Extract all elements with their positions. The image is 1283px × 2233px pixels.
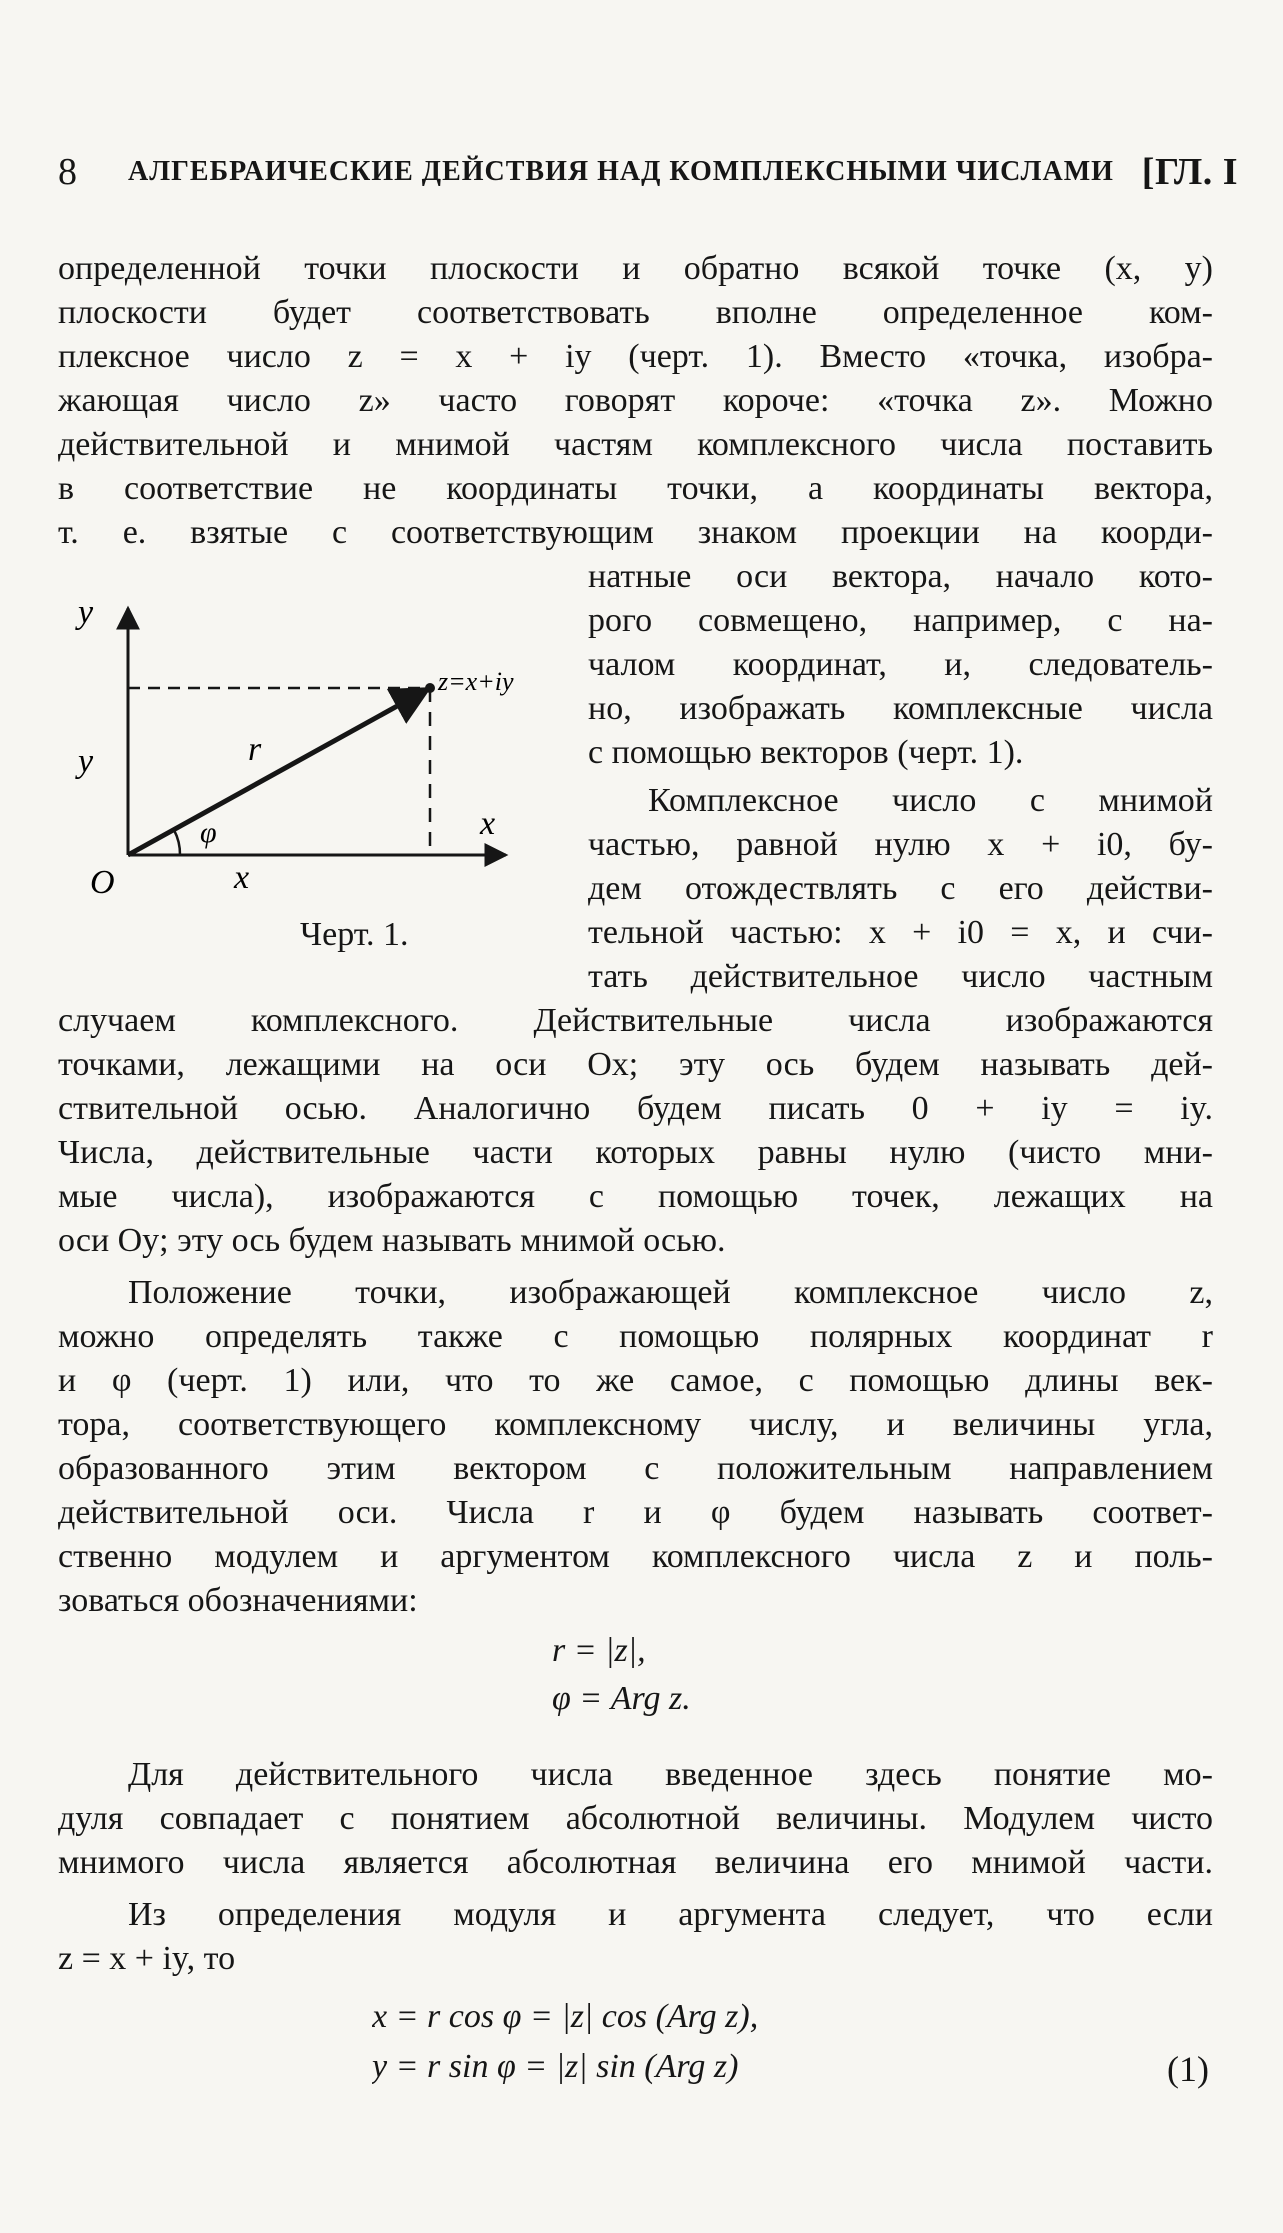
text-line: частью, равной нулю x + i0, бу- — [588, 826, 1213, 863]
text-line: т. е. взятые с соответствующим знаком проекции на коорди- — [58, 514, 1213, 551]
text-line: ствительной осью. Аналогично будем писать 0 + iy = iy. — [58, 1090, 1213, 1127]
text-line: чалом координат, и, следователь- — [588, 646, 1213, 683]
label-point: z=x+iy — [438, 667, 514, 696]
text-line: образованного этим вектором с положительным направлением — [58, 1450, 1213, 1487]
figure-caption: Черт. 1. — [300, 916, 409, 953]
figure-complex-plane — [58, 590, 578, 910]
text-line: Положение точки, изображающей комплексное число z, — [128, 1274, 1213, 1311]
text-line: Из определения модуля и аргумента следует, что если — [128, 1896, 1213, 1933]
text-line: Числа, действительные части которых равны нулю (чисто мни- — [58, 1134, 1213, 1171]
text-line: натные оси вектора, начало кото- — [588, 558, 1213, 595]
running-title: АЛГЕБРАИЧЕСКИЕ ДЕЙСТВИЯ НАД КОМПЛЕКСНЫМИ ЧИСЛАМИ — [128, 156, 1114, 187]
text-line: случаем комплексного. Действительные числа изображаются — [58, 1002, 1213, 1039]
text-line: но, изображать комплексные числа — [588, 690, 1213, 727]
text-line: дуля совпадает с понятием абсолютной величины. Модулем чисто — [58, 1800, 1213, 1837]
text-line: ственно модулем и аргументом комплексного числа z и поль- — [58, 1538, 1213, 1575]
chapter-marker: [ГЛ. I — [1141, 151, 1238, 193]
text-line: зоваться обозначениями: — [58, 1582, 418, 1619]
text-line: точками, лежащими на оси Ox; эту ось будем называть дей- — [58, 1046, 1213, 1083]
text-line: жающая число z» часто говорят короче: «точка z». Можно — [58, 382, 1213, 419]
label-r: r — [248, 731, 262, 768]
text-line: тельной частью: x + i0 = x, и счи- — [588, 914, 1213, 951]
page-number: 8 — [58, 151, 78, 193]
text-line: дем отождествлять с его действи- — [588, 870, 1213, 907]
formula-modulus: r = |z|, — [552, 1632, 646, 1669]
text-line: рого совмещено, например, с на- — [588, 602, 1213, 639]
text-line: плексное число z = x + iy (черт. 1). Вместо «точка, изобра- — [58, 338, 1213, 375]
equation-number: (1) — [1167, 2049, 1209, 2089]
text-line: с помощью векторов (черт. 1). — [588, 734, 1024, 771]
label-x-axis: x — [480, 805, 496, 842]
text-line: мнимого числа является абсолютная величина его мнимой части. — [58, 1844, 1213, 1881]
text-line: тора, соответствующего комплексному числу, и величины угла, — [58, 1406, 1213, 1443]
text-line: оси Oy; эту ось будем называть мнимой осью. — [58, 1222, 726, 1259]
text-line: тать действительное число частным — [588, 958, 1213, 995]
point-z — [425, 683, 435, 693]
text-line: мые числа), изображаются с помощью точек, лежащих на — [58, 1178, 1213, 1215]
text-line: определенной точки плоскости и обратно всякой точке (x, y) — [58, 250, 1213, 287]
formula-argument: φ = Arg z. — [552, 1680, 691, 1717]
label-y-value: y — [78, 743, 94, 780]
label-phi: φ — [200, 816, 217, 849]
angle-arc — [174, 830, 180, 855]
text-line: плоскости будет соответствовать вполне определенное ком- — [58, 294, 1213, 331]
label-y-axis: y — [78, 594, 94, 631]
text-line: z = x + iy, то — [58, 1940, 236, 1977]
vector-z — [128, 689, 428, 855]
text-line: можно определять также с помощью полярных координат r — [58, 1318, 1213, 1355]
text-line: и φ (черт. 1) или, что то же самое, с помощью длины век- — [58, 1362, 1213, 1399]
formula-y: y = r sin φ = |z| sin (Arg z) — [372, 2048, 739, 2085]
label-x-value: x — [234, 859, 250, 896]
page-header — [58, 150, 1238, 200]
text-line: действительной и мнимой частям комплексного числа поставить — [58, 426, 1213, 463]
text-line: Комплексное число с мнимой — [648, 782, 1213, 819]
text-line: в соответствие не координаты точки, а координаты вектора, — [58, 470, 1213, 507]
formula-x: x = r cos φ = |z| cos (Arg z), — [372, 1998, 759, 2035]
text-line: действительной оси. Числа r и φ будем называть соответ- — [58, 1494, 1213, 1531]
label-origin: O — [90, 864, 115, 901]
text-line: Для действительного числа введенное здесь понятие мо- — [128, 1756, 1213, 1793]
